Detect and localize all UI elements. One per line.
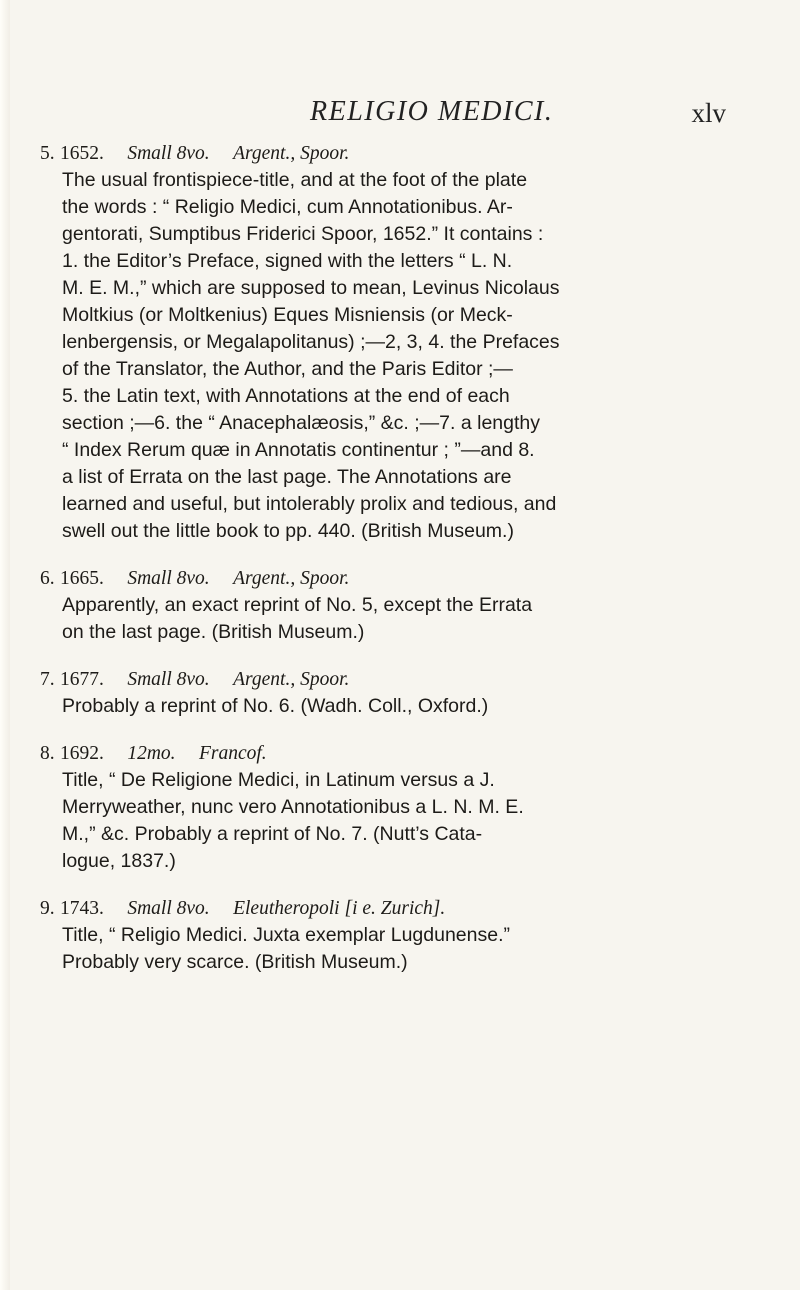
entry-line: “ Index Rerum quæ in Annotatis continentur ; ”—and 8. xyxy=(62,439,535,461)
entry-imprint: Eleutheropoli [i e. Zurich]. xyxy=(233,898,446,919)
entry-year: 1652. xyxy=(60,143,104,164)
entry-imprint: Francof. xyxy=(198,743,267,764)
entry-line: Probably very scarce. (British Museum.) xyxy=(62,951,408,973)
bibliography-entries xyxy=(40,140,740,996)
entry-line: on the last page. (British Museum.) xyxy=(62,621,365,643)
entry-8 xyxy=(40,740,740,875)
entry-format: Small 8vo. xyxy=(127,898,210,919)
entry-6 xyxy=(40,565,740,646)
entry-line: Merryweather, nunc vero Annotationibus a L. N. M. E. xyxy=(62,796,524,818)
entry-line: a list of Errata on the last page. The Annotations are xyxy=(62,466,512,488)
entry-line: learned and useful, but intolerably prolix and tedious, and xyxy=(62,493,557,515)
entry-format: Small 8vo. xyxy=(127,669,210,690)
entry-year: 1665. xyxy=(60,568,104,589)
entry-imprint: Argent., Spoor. xyxy=(233,143,350,164)
entry-heading xyxy=(40,565,740,592)
entry-line: Apparently, an exact reprint of No. 5, except the Errata xyxy=(62,594,533,616)
entry-line: Title, “ De Religione Medici, in Latinum versus a J. xyxy=(62,769,495,791)
entry-line: of the Translator, the Author, and the Paris Editor ;— xyxy=(62,358,513,380)
entry-line: Title, “ Religio Medici. Juxta exemplar Lugdunense.” xyxy=(62,924,510,946)
page-edge xyxy=(0,0,10,1290)
entry-line: M. E. M.,” which are supposed to mean, Levinus Nicolaus xyxy=(62,277,560,299)
entry-line: 1. the Editor’s Preface, signed with the letters “ L. N. xyxy=(62,250,513,272)
entry-year: 1743. xyxy=(60,898,104,919)
entry-year: 1677. xyxy=(60,669,104,690)
entry-imprint: Argent., Spoor. xyxy=(233,568,350,589)
entry-number: 8. xyxy=(40,743,55,764)
entry-5 xyxy=(40,140,740,545)
entry-line: the words : “ Religio Medici, cum Annotationibus. Ar- xyxy=(62,196,513,218)
page-number: xlv xyxy=(691,98,726,128)
entry-line: section ;—6. the “ Anacephalæosis,” &c. ;—7. a lengthy xyxy=(62,412,540,434)
entry-line: lenbergensis, or Megalapolitanus) ;—2, 3, 4. the Prefaces xyxy=(62,331,560,353)
entry-heading xyxy=(40,895,740,922)
entry-heading xyxy=(40,666,740,693)
entry-year: 1692. xyxy=(60,743,104,764)
entry-line: Probably a reprint of No. 6. (Wadh. Coll., Oxford.) xyxy=(62,695,489,717)
entry-body xyxy=(62,592,740,646)
entry-7 xyxy=(40,666,740,720)
entry-line: The usual frontispiece-title, and at the foot of the plate xyxy=(62,169,528,191)
entry-body xyxy=(62,167,740,545)
entry-line: logue, 1837.) xyxy=(62,850,176,872)
entry-format: 12mo. xyxy=(127,743,176,764)
entry-body xyxy=(62,922,740,976)
entry-line: M.,” &c. Probably a reprint of No. 7. (Nutt’s Cata- xyxy=(62,823,483,845)
entry-body xyxy=(62,767,740,875)
entry-format: Small 8vo. xyxy=(127,143,210,164)
entry-heading xyxy=(40,140,740,167)
entry-number: 7. xyxy=(40,669,55,690)
entry-number: 6. xyxy=(40,568,55,589)
entry-line: 5. the Latin text, with Annotations at the end of each xyxy=(62,385,510,407)
entry-number: 5. xyxy=(40,143,55,164)
entry-format: Small 8vo. xyxy=(127,568,210,589)
entry-body xyxy=(62,693,740,720)
entry-line: swell out the little book to pp. 440. (British Museum.) xyxy=(62,520,514,542)
entry-line: gentorati, Sumptibus Friderici Spoor, 1652.” It contains : xyxy=(62,223,544,245)
running-head xyxy=(0,96,800,136)
entry-line: Moltkius (or Moltkenius) Eques Misniensis (or Meck- xyxy=(62,304,513,326)
entry-number: 9. xyxy=(40,898,55,919)
entry-heading xyxy=(40,740,740,767)
running-title: RELIGIO MEDICI. xyxy=(310,96,554,127)
entry-imprint: Argent., Spoor. xyxy=(233,669,350,690)
entry-9 xyxy=(40,895,740,976)
